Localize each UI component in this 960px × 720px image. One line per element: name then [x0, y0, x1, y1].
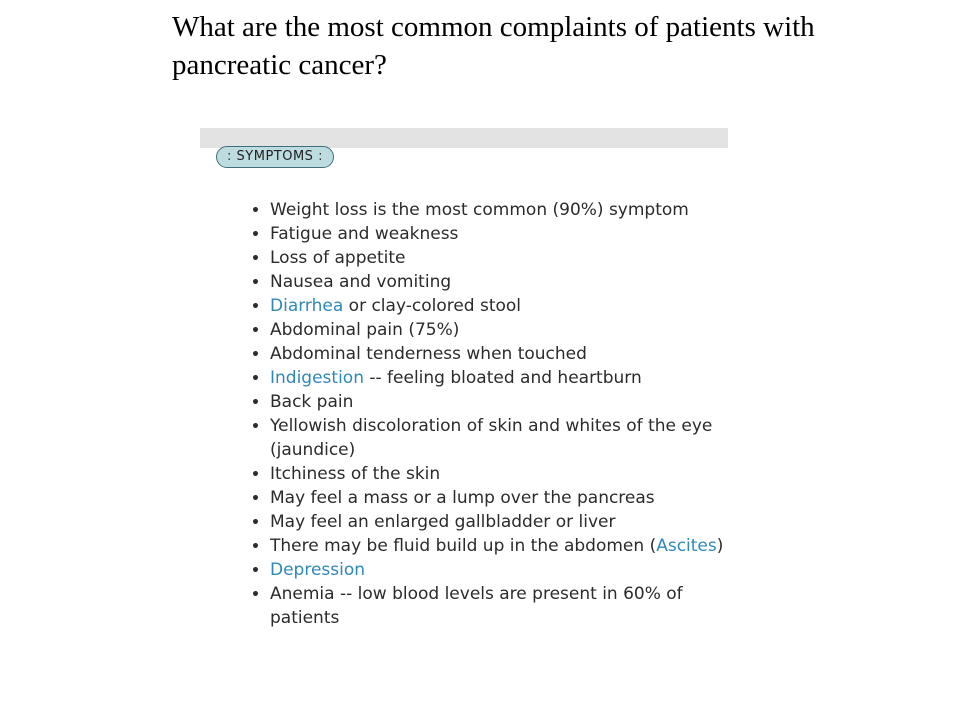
symptom-text: Weight loss is the most common (90%) symptom — [270, 200, 689, 220]
symptom-item — [270, 462, 740, 486]
symptom-item — [270, 270, 740, 294]
symptoms-panel — [200, 128, 728, 688]
symptom-text: Abdominal tenderness when touched — [270, 344, 587, 364]
symptom-item — [270, 366, 740, 390]
symptom-item — [270, 534, 740, 558]
slide-title: What are the most common complaints of patients with pancreatic cancer? — [172, 11, 815, 81]
symptom-link[interactable]: Indigestion — [270, 368, 364, 388]
symptom-link[interactable]: Ascites — [656, 536, 717, 556]
symptom-item — [270, 486, 740, 510]
symptom-text: Yellowish discoloration of skin and whites of the eye (jaundice) — [270, 416, 713, 460]
symptom-item — [270, 510, 740, 534]
symptom-text: May feel a mass or a lump over the pancreas — [270, 488, 655, 508]
badge-right-mark: : — [318, 149, 323, 164]
symptom-item — [270, 294, 740, 318]
symptom-item — [270, 390, 740, 414]
symptom-text: -- feeling bloated and heartburn — [363, 368, 642, 388]
symptom-text: Nausea and vomiting — [270, 272, 452, 292]
badge-label: SYMPTOMS — [236, 149, 314, 164]
symptom-text: ) — [716, 536, 724, 556]
badge-left-mark: : — [227, 149, 232, 164]
symptom-text: or clay-colored stool — [343, 296, 522, 316]
symptom-item — [270, 246, 740, 270]
symptom-text: May feel an enlarged gallbladder or liver — [270, 512, 616, 532]
symptom-link[interactable]: Depression — [270, 560, 366, 580]
symptom-item — [270, 198, 740, 222]
symptom-item — [270, 318, 740, 342]
symptom-text: Fatigue and weakness — [270, 224, 459, 244]
symptom-item — [270, 558, 740, 582]
symptom-text: Back pain — [270, 392, 354, 412]
symptom-text: There may be fluid build up in the abdomen ( — [270, 536, 657, 556]
symptom-item — [270, 414, 740, 462]
symptoms-badge — [216, 146, 334, 168]
symptom-text: Loss of appetite — [270, 248, 406, 268]
symptom-text: Anemia -- low blood levels are present in 60% of patients — [270, 584, 683, 628]
symptom-link[interactable]: Diarrhea — [270, 296, 344, 316]
symptom-item — [270, 342, 740, 366]
symptom-list — [250, 198, 740, 630]
symptom-text: Itchiness of the skin — [270, 464, 441, 484]
panel-header-bar — [200, 128, 728, 148]
symptom-item — [270, 582, 740, 630]
symptom-text: Abdominal pain (75%) — [270, 320, 460, 340]
symptom-item — [270, 222, 740, 246]
